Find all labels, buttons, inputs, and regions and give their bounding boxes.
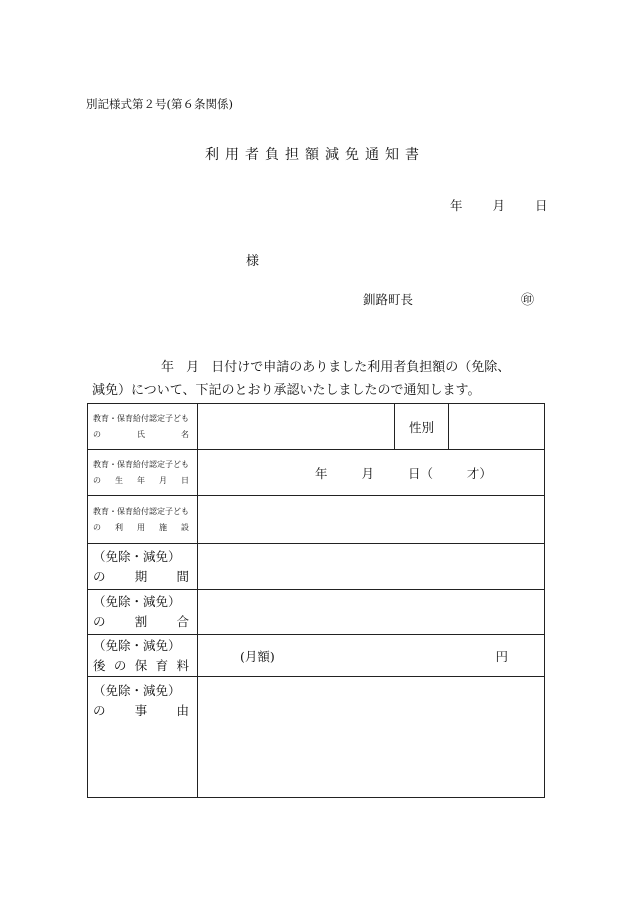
value-facility[interactable]: [198, 496, 545, 544]
label-gender: 性別: [395, 404, 449, 450]
label-child-name: 教育・保育給付認定子ども の 氏 名: [88, 404, 198, 450]
value-ratio[interactable]: [198, 590, 545, 635]
document-title: 利用者負担額減免通知書: [205, 147, 425, 163]
row-ratio: [88, 590, 545, 635]
row-child-name: [88, 404, 545, 450]
form-number: 別記様式第２号(第６条関係): [86, 97, 233, 111]
label-ratio: （免除・減免） の 割 合: [88, 590, 198, 635]
issue-date: 年 月 日: [450, 198, 548, 213]
label-period: （免除・減免） の 期 間: [88, 544, 198, 590]
row-fee: [88, 635, 545, 677]
row-birth: [88, 450, 545, 496]
yen-unit: 円: [495, 648, 508, 664]
monthly-label: (月額): [240, 648, 275, 664]
value-period[interactable]: [198, 544, 545, 590]
value-birth[interactable]: 年 月 日（ 才）: [198, 450, 545, 496]
issuer-name: 釧路町長: [363, 292, 414, 307]
body-text-line-1: 年 月 日付けで申請のありました利用者負担額の（免除、: [161, 360, 511, 375]
row-facility: [88, 496, 545, 544]
value-fee[interactable]: [198, 635, 545, 677]
label-fee: （免除・減免） 後 の 保 育 料: [88, 635, 198, 677]
addressee-suffix: 様: [246, 254, 260, 269]
value-child-name[interactable]: [198, 404, 395, 450]
row-reason: [88, 677, 545, 798]
label-facility: 教育・保育給付認定子ども の 利 用 施 設: [88, 496, 198, 544]
body-text-line-2: 減免）について、下記のとおり承認いたしましたので通知します。: [92, 383, 481, 398]
value-gender[interactable]: [449, 404, 545, 450]
seal-mark: ㊞: [521, 293, 535, 308]
row-period: [88, 544, 545, 590]
details-table: [87, 403, 545, 798]
label-reason: （免除・減免） の 事 由: [88, 677, 198, 798]
value-reason[interactable]: [198, 677, 545, 798]
label-birth: 教育・保育給付認定子ども の 生 年 月 日: [88, 450, 198, 496]
